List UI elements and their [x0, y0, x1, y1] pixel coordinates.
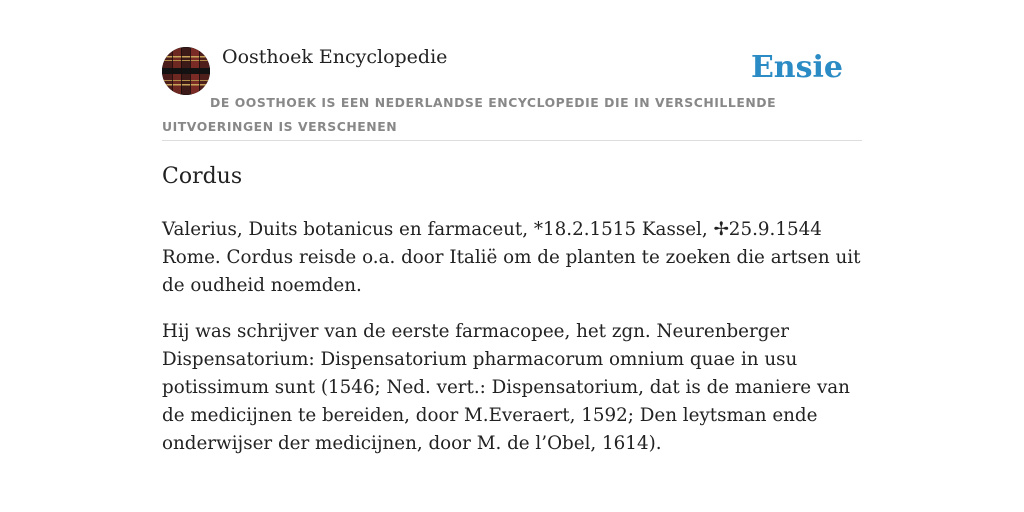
article-body [162, 216, 862, 476]
ensie-logo-link[interactable]: Ensie [750, 50, 843, 85]
article-paragraph: Valerius, Duits botanicus en farmaceut, *18.2.1515 Kassel, ✢25.9.1544 Rome. Cordus reisde o.a. door Italië om de planten te zoeken die artsen uit de oudheid noemden. [162, 219, 861, 296]
book-spines-avatar-icon[interactable] [162, 47, 210, 95]
publisher-name[interactable]: Oosthoek Encyclopedie [222, 46, 448, 68]
publisher-tagline: DE OOSTHOEK IS EEN NEDERLANDSE ENCYCLOPEDIE DIE IN VERSCHILLENDE UITVOERINGEN IS VERSCHENEN [162, 95, 777, 134]
article-paragraph: Hij was schrijver van de eerste farmacopee, het zgn. Neurenberger Dispensatorium: Dispensatorium pharmacorum omnium quae in usu potissimum sunt (1546; Ned. vert.: Dispensatorium, dat is de maniere van de medicijnen te bereiden, door M.Everaert, 1592; Den leytsman ende onderwijser der medicijnen, door M. de l’Obel, 1614). [162, 321, 850, 454]
article-title: Cordus [162, 164, 243, 189]
page-header [162, 44, 862, 141]
